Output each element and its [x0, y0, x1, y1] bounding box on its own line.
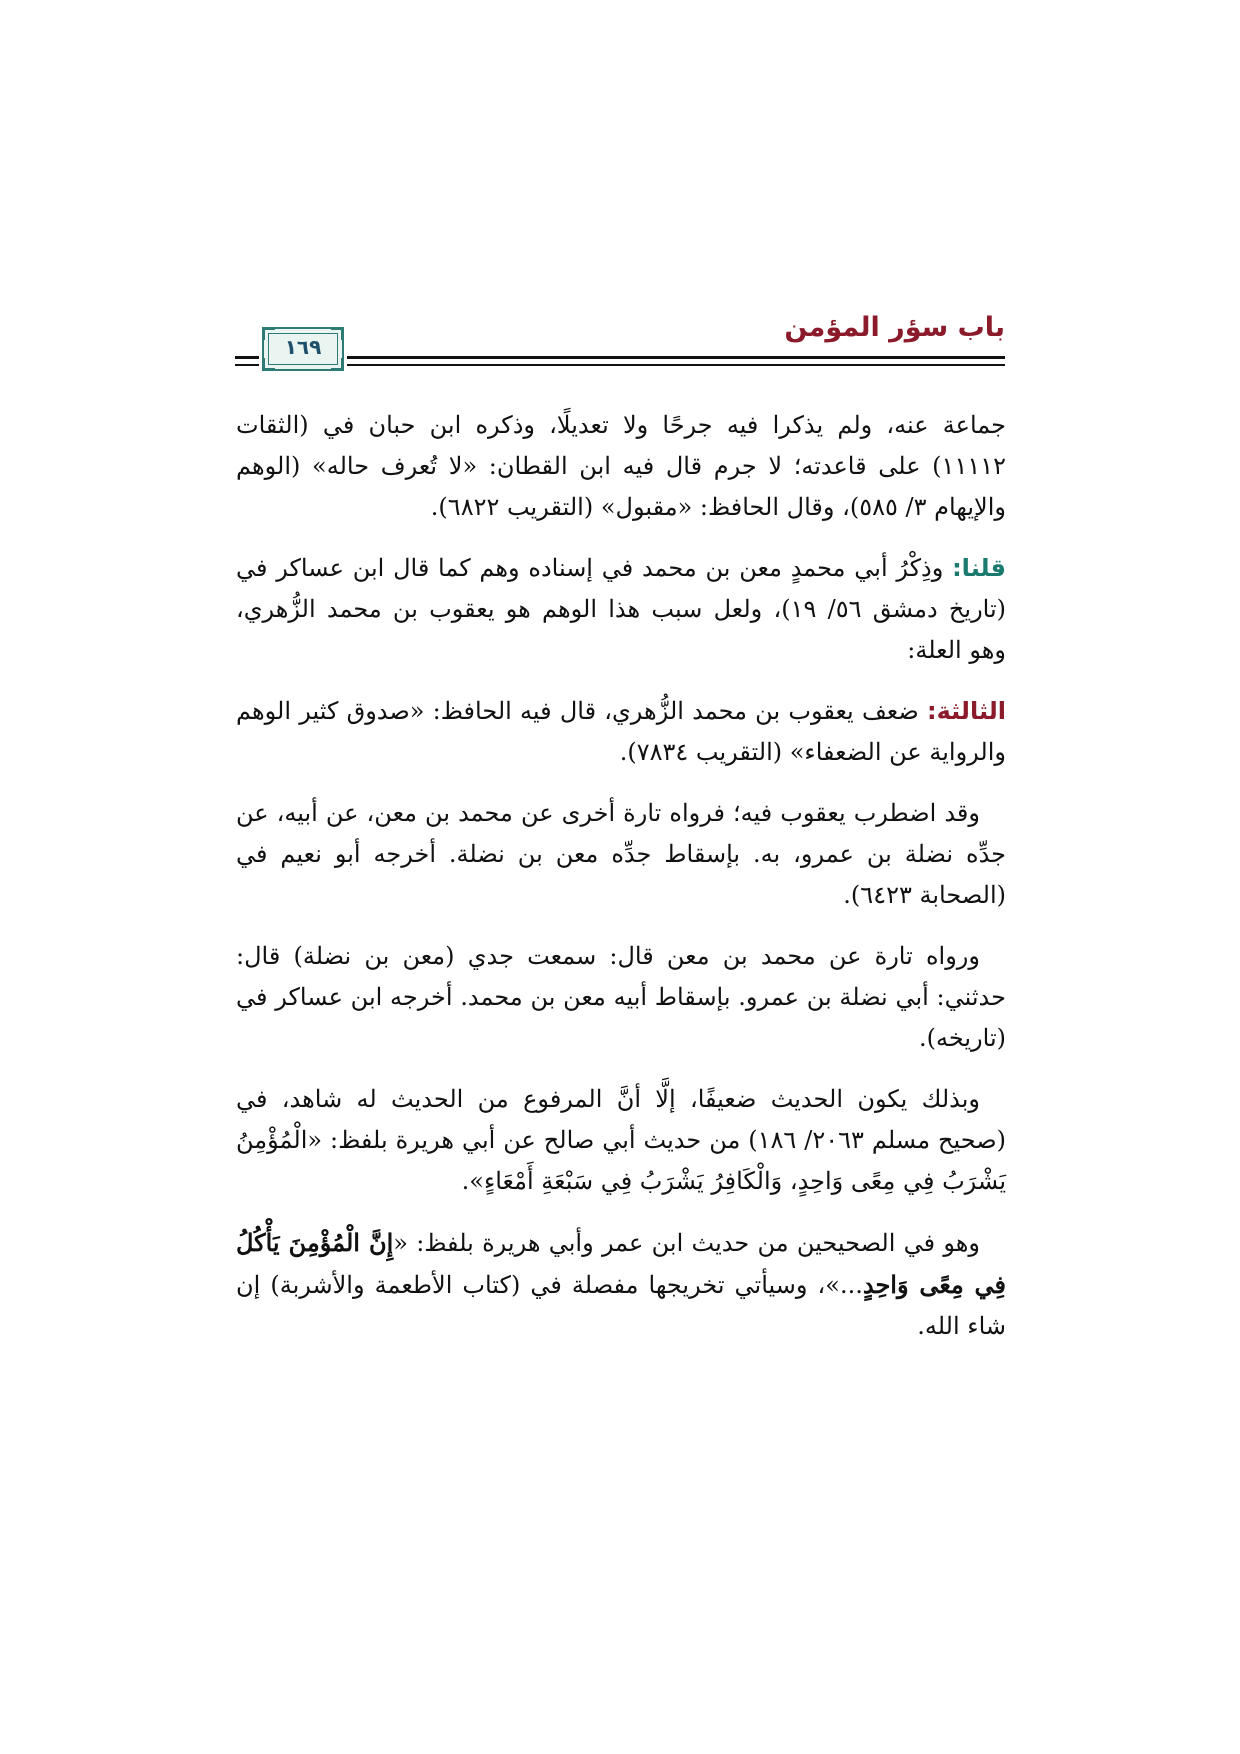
paragraph-text: وقد اضطرب يعقوب فيه؛ فرواه تارة أخرى عن محمد بن معن، عن أبيه، عن جدِّه نضلة بن عمرو، به. بإسقاط جدِّه معن بن نضلة. أخرجه أبو نعيم في (الصحابة ٦٤٢٣).	[236, 799, 1007, 909]
header-rule-bottom	[347, 364, 1005, 366]
paragraph-text: ورواه تارة عن محمد بن معن قال: سمعت جدي (معن بن نضلة) قال: حدثني: أبي نضلة بن عمرو. بإسقاط أبيه معن بن محمد. أخرجه ابن عساكر في (تاريخه).	[236, 942, 1006, 1052]
page-header	[235, 312, 1005, 384]
paragraph-text: وبذلك يكون الحديث ضعيفًا، إلَّا أنَّ المرفوع من الحديث له شاهد، في (صحيح مسلم ٢٠٦٣/ ١٨٦) من حديث أبي صالح عن أبي هريرة بلفظ: «الْمُؤْمِنُ يَشْرَبُ فِي مِعًى وَاحِدٍ، وَالْكَافِرُ يَشْرَبُ فِي سَبْعَةِ أَمْعَاءٍ».	[236, 1085, 1006, 1195]
paragraph-text: ...»، وسيأتي تخريجها مفصلة في (كتاب الأطعمة والأشربة) إن شاء الله.	[236, 1271, 1006, 1340]
paragraph-text: وذِكْرُ أبي محمدٍ معن بن محمد في إسناده وهم كما قال ابن عساكر في (تاريخ دمشق ٥٦/ ١٩)، ولعل سبب هذا الوهم هو يعقوب بن محمد الزُّهري، وهو العلة:	[236, 554, 1007, 664]
paragraph	[236, 548, 1006, 671]
paragraph	[236, 405, 1006, 528]
page-number-badge	[262, 327, 344, 371]
paragraph	[236, 1079, 1006, 1202]
paragraph-label: الثالثة:	[926, 697, 1006, 725]
header-rule-top	[347, 356, 1005, 359]
paragraph	[236, 793, 1006, 916]
paragraph	[236, 1222, 1006, 1347]
paragraph-text: ضعف يعقوب بن محمد الزُّهري، قال فيه الحافظ: «صدوق كثير الوهم والرواية عن الضعفاء» (التقريب ٧٨٣٤).	[236, 697, 1006, 766]
paragraph-text: جماعة عنه، ولم يذكرا فيه جرحًا ولا تعديلًا، وذكره ابن حبان في (الثقات ١١١١٢) على قاعدته؛ لا جرم قال فيه ابن القطان: «لا تُعرف حاله» (الوهم والإيهام ٣/ ٥٨٥)، وقال الحافظ: «مقبول» (التقريب ٦٨٢٢).	[236, 411, 1006, 521]
page-number: ١٦٩	[284, 335, 322, 359]
hadith-quote: إِنَّ الْمُؤْمِنَ يَأْكُلُ فِي مِعًى وَاحِدٍ	[236, 1228, 1006, 1299]
header-rule-left-bottom	[235, 364, 259, 366]
paragraph-label: قلنا:	[952, 554, 1006, 582]
paragraph	[236, 936, 1006, 1059]
ornament-corner	[331, 358, 344, 371]
paragraph	[236, 691, 1006, 773]
chapter-title: باب سؤر المؤمن	[784, 312, 1005, 343]
paragraph-text: وهو في الصحيحين من حديث ابن عمر وأبي هريرة بلفظ: «	[393, 1229, 981, 1257]
ornament-corner	[262, 358, 275, 371]
header-rule-left-top	[235, 356, 259, 359]
page-body	[236, 405, 1006, 1367]
